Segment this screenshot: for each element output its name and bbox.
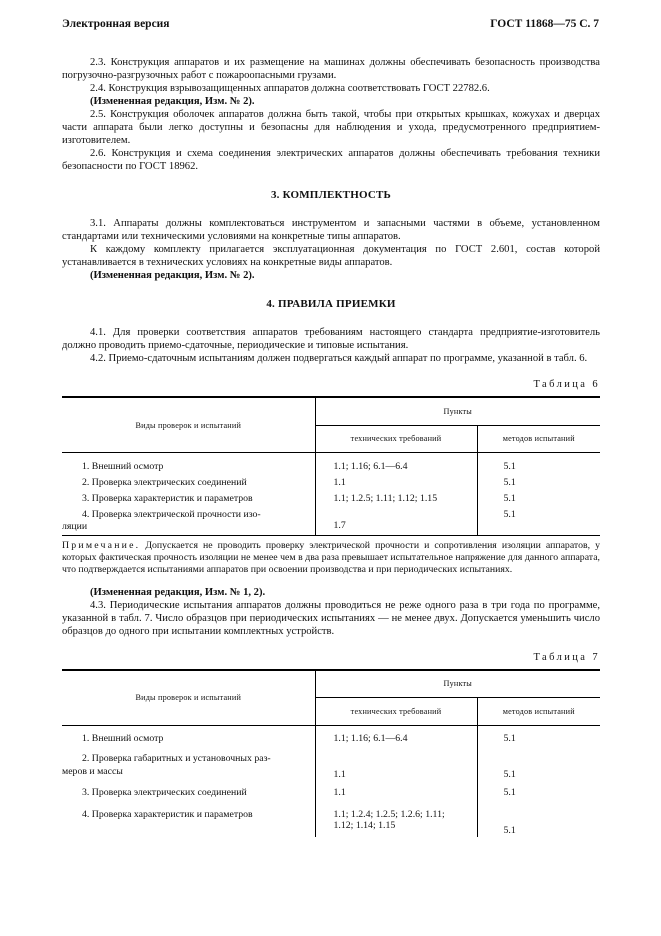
note-text: Допускается не проводить проверку электрической прочности и сопротивления изоляции аппаратов, у которых фактическая прочность изоляции не менее чем в два раза превышает испытательное напряжение для данного аппарата, что подтверждается испытаниями аппаратов при освоении производства и при периодических испытаниях. xyxy=(62,539,600,575)
table-row: 3. Проверка электрических соединений 1.1 5.1 xyxy=(62,783,600,805)
table-6-caption: Таблица 6 xyxy=(533,379,600,390)
clause-4-1: 4.1. Для проверки соответствия аппаратов требованиям настоящего стандарта предприятие-изготовитель должно проводить приемо-сдаточные, периодические и типовые испытания. xyxy=(62,327,600,351)
header-test-methods: методов испытаний xyxy=(477,698,600,726)
table-6 xyxy=(62,396,600,536)
header-check-types: Виды проверок и испытаний xyxy=(62,397,315,453)
header-points: Пункты xyxy=(315,397,600,425)
table-row: 2. Проверка электрических соединений 1.1 5.1 xyxy=(62,477,600,493)
clause-3-1: 3.1. Аппараты должны комплектоваться инструментом и запасными частями в объеме, установленном стандартами или техническими условиями на конкретные типы аппаратов. xyxy=(62,218,600,242)
table-row: 1. Внешний осмотр 1.1; 1.16; 6.1—6.4 5.1 xyxy=(62,733,600,753)
table-row: 4. Проверка характеристик и параметров 1.1; 1.2.4; 1.2.5; 1.2.6; 1.11; 1.12; 1.14; 1.15 5.1 xyxy=(62,805,600,837)
running-header-left: Электронная версия xyxy=(62,18,170,30)
page-body xyxy=(62,56,600,837)
header-points: Пункты xyxy=(315,670,600,698)
amendment-note: (Измененная редакция, Изм. № 2). xyxy=(90,96,255,107)
clause-4-3: 4.3. Периодические испытания аппаратов должны проводиться не реже одного раза в три года по программе, указанной в табл. 7. Число образцов при периодических испытаниях — не менее двух. Допускается уменьшить число образцов до одного при испытании комплектных устройств. xyxy=(62,599,600,637)
clause-2-6: 2.6. Конструкция и схема соединения электрических аппаратов должны обеспечивать требования техники безопасности по ГОСТ 18962. xyxy=(62,148,600,172)
section-3-title: 3. КОМПЛЕКТНОСТЬ xyxy=(270,189,392,201)
note-label: Примечание. xyxy=(62,539,141,551)
table-row: 3. Проверка характеристик и параметров 1.1; 1.2.5; 1.11; 1.12; 1.15 5.1 xyxy=(62,493,600,509)
table-7 xyxy=(62,669,600,838)
section-4-title: 4. ПРАВИЛА ПРИЕМКИ xyxy=(266,298,396,310)
table-row: 2. Проверка габаритных и установочных раз- меров и массы 1.1 5.1 xyxy=(62,753,600,783)
running-header-right: ГОСТ 11868—75 С. 7 xyxy=(490,18,599,30)
clause-2-3: 2.3. Конструкция аппаратов и их размещение на машинах должны обеспечивать безопасность производства погрузочно-разгрузочных работ с пожароопасными грузами. xyxy=(62,57,600,81)
header-check-types: Виды проверок и испытаний xyxy=(62,670,315,726)
clause-3-1-continued: К каждому комплекту прилагается эксплуатационная документация по ГОСТ 2.601, состав которой устанавливается в технических условиях на конкретные виды аппаратов. xyxy=(62,244,600,268)
header-tech-requirements: технических требований xyxy=(315,425,477,453)
table-6-note xyxy=(62,540,600,576)
clause-4-2: 4.2. Приемо-сдаточным испытаниям должен подвергаться каждый аппарат по программе, указанной в табл. 6. xyxy=(90,353,588,364)
amendment-note: (Измененная редакция, Изм. № 2). xyxy=(90,270,255,281)
table-row: 1. Внешний осмотр 1.1; 1.16; 6.1—6.4 5.1 xyxy=(62,461,600,477)
amendment-note: (Измененная редакция, Изм. № 1, 2). xyxy=(90,586,266,598)
table-7-caption: Таблица 7 xyxy=(533,651,600,663)
clause-2-4: 2.4. Конструкция взрывозащищенных аппаратов должна соответствовать ГОСТ 22782.6. xyxy=(90,83,490,94)
table-row: 4. Проверка электрической прочности изо- ляции 1.7 5.1 xyxy=(62,509,600,536)
header-tech-requirements: технических требований xyxy=(315,698,477,726)
clause-2-5: 2.5. Конструкция оболочек аппаратов должна быть такой, чтобы при открытых крышках, кожухах и дверцах части аппарата были легко доступны и безопасны для наблюдения и ухода, предусмотренного предприятием-изготовителем. xyxy=(62,109,600,146)
header-test-methods: методов испытаний xyxy=(477,425,600,453)
